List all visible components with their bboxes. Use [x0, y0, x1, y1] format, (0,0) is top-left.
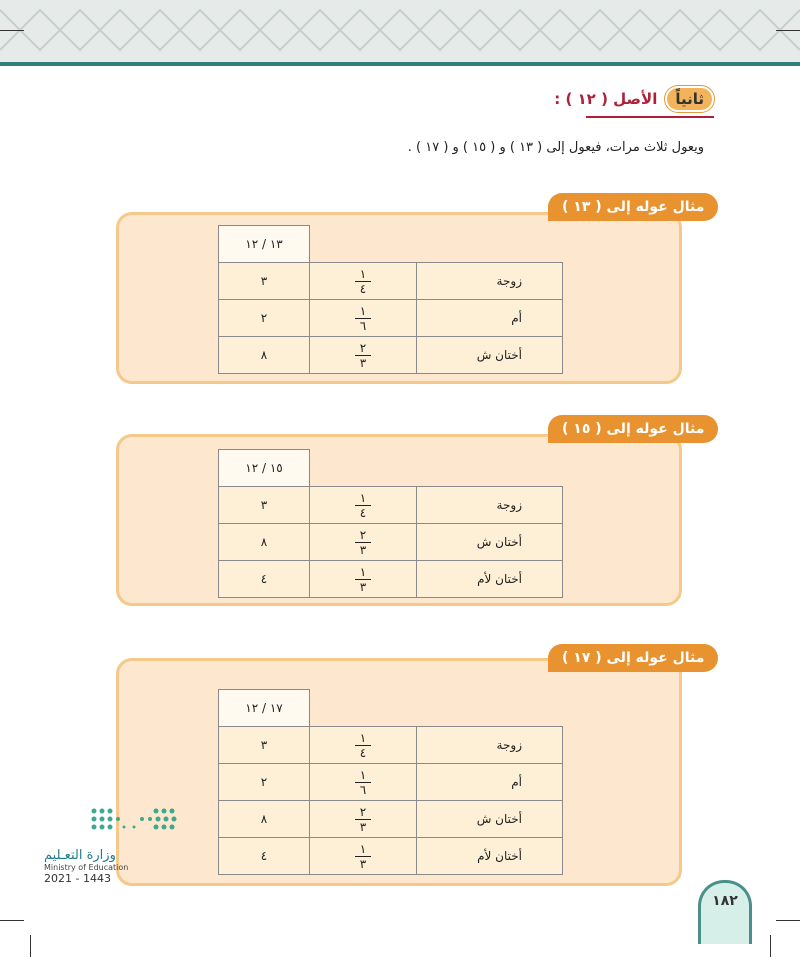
heir-cell: أختان ش — [417, 524, 563, 561]
example-table-15 — [218, 449, 563, 598]
share-cell: ٨ — [219, 801, 310, 838]
fraction-denominator: ٤ — [359, 282, 367, 296]
heir-cell: أختان ش — [417, 337, 563, 374]
table-row — [219, 337, 563, 374]
fraction-denominator: ٣ — [359, 857, 367, 871]
heir-cell: زوجة — [417, 487, 563, 524]
fraction-denominator: ٣ — [359, 543, 367, 557]
crop-mark — [30, 935, 31, 957]
heir-cell: أختان ش — [417, 801, 563, 838]
heir-cell: أم — [417, 300, 563, 337]
example-tab-13: مثال عوله إلى ( ١٣ ) — [548, 193, 718, 221]
fraction-cell — [310, 263, 417, 300]
table-row — [219, 524, 563, 561]
banner-pattern — [0, 0, 800, 62]
banner-line — [0, 62, 800, 66]
section-title — [554, 86, 714, 112]
table-row — [219, 300, 563, 337]
crop-mark — [0, 30, 24, 31]
crop-mark — [776, 920, 800, 921]
fraction-cell — [310, 337, 417, 374]
logo-dots-icon — [44, 806, 184, 836]
fraction-numerator: ١ — [359, 842, 367, 856]
example-table-17 — [218, 689, 563, 875]
fraction-numerator: ١ — [359, 565, 367, 579]
fraction-cell — [310, 524, 417, 561]
share-cell: ٣ — [219, 727, 310, 764]
share-cell: ٢ — [219, 300, 310, 337]
crop-mark — [0, 920, 24, 921]
table-row — [219, 263, 563, 300]
fraction-denominator: ٦ — [359, 319, 367, 333]
fraction-numerator: ١ — [359, 731, 367, 745]
heir-cell: زوجة — [417, 727, 563, 764]
ministry-logo — [44, 806, 184, 896]
fraction-cell — [310, 487, 417, 524]
header-banner — [0, 0, 800, 62]
share-cell: ٨ — [219, 337, 310, 374]
table-header-cell: ١٧ / ١٢ — [219, 690, 310, 727]
intro-text: ويعول ثلاث مرات، فيعول إلى ( ١٣ ) و ( ١٥ ) و ( ١٧ ) . — [407, 140, 704, 155]
fraction-cell — [310, 838, 417, 875]
fraction-denominator: ٦ — [359, 783, 367, 797]
table-row — [219, 727, 563, 764]
example-table-13 — [218, 225, 563, 374]
fraction-denominator: ٤ — [359, 506, 367, 520]
fraction-numerator: ١ — [359, 491, 367, 505]
ministry-name-english: Ministry of Education — [44, 863, 129, 872]
share-cell: ٣ — [219, 263, 310, 300]
fraction-cell — [310, 801, 417, 838]
heir-cell: أختان لأم — [417, 838, 563, 875]
share-cell: ٤ — [219, 561, 310, 598]
example-tab-15: مثال عوله إلى ( ١٥ ) — [548, 415, 718, 443]
fraction-denominator: ٤ — [359, 746, 367, 760]
ministry-year: 2021 - 1443 — [44, 872, 111, 885]
title-underline — [586, 116, 714, 118]
fraction-numerator: ١ — [359, 304, 367, 318]
fraction-cell — [310, 727, 417, 764]
heir-cell: أختان لأم — [417, 561, 563, 598]
heir-cell: أم — [417, 764, 563, 801]
fraction-numerator: ١ — [359, 267, 367, 281]
crop-mark — [776, 30, 800, 31]
fraction-denominator: ٣ — [359, 580, 367, 594]
fraction-numerator: ١ — [359, 768, 367, 782]
fraction-numerator: ٢ — [359, 805, 367, 819]
fraction-denominator: ٣ — [359, 820, 367, 834]
table-header-cell: ١٣ / ١٢ — [219, 226, 310, 263]
example-tab-17: مثال عوله إلى ( ١٧ ) — [548, 644, 718, 672]
table-row — [219, 838, 563, 875]
fraction-numerator: ٢ — [359, 341, 367, 355]
ministry-name-arabic: وزارة التعـليم — [44, 848, 116, 863]
share-cell: ٨ — [219, 524, 310, 561]
fraction-numerator: ٢ — [359, 528, 367, 542]
page-number: ١٨٢ — [698, 880, 752, 944]
table-row — [219, 764, 563, 801]
table-header-cell: ١٥ / ١٢ — [219, 450, 310, 487]
fraction-cell — [310, 764, 417, 801]
share-cell: ٣ — [219, 487, 310, 524]
crop-mark — [770, 935, 771, 957]
heir-cell: زوجة — [417, 263, 563, 300]
fraction-denominator: ٣ — [359, 356, 367, 370]
share-cell: ٢ — [219, 764, 310, 801]
share-cell: ٤ — [219, 838, 310, 875]
section-badge: ثانياً — [665, 86, 714, 112]
fraction-cell — [310, 561, 417, 598]
table-row — [219, 487, 563, 524]
fraction-cell — [310, 300, 417, 337]
section-heading: الأصل ( ١٢ ) : — [554, 90, 658, 108]
table-row — [219, 561, 563, 598]
table-row — [219, 801, 563, 838]
